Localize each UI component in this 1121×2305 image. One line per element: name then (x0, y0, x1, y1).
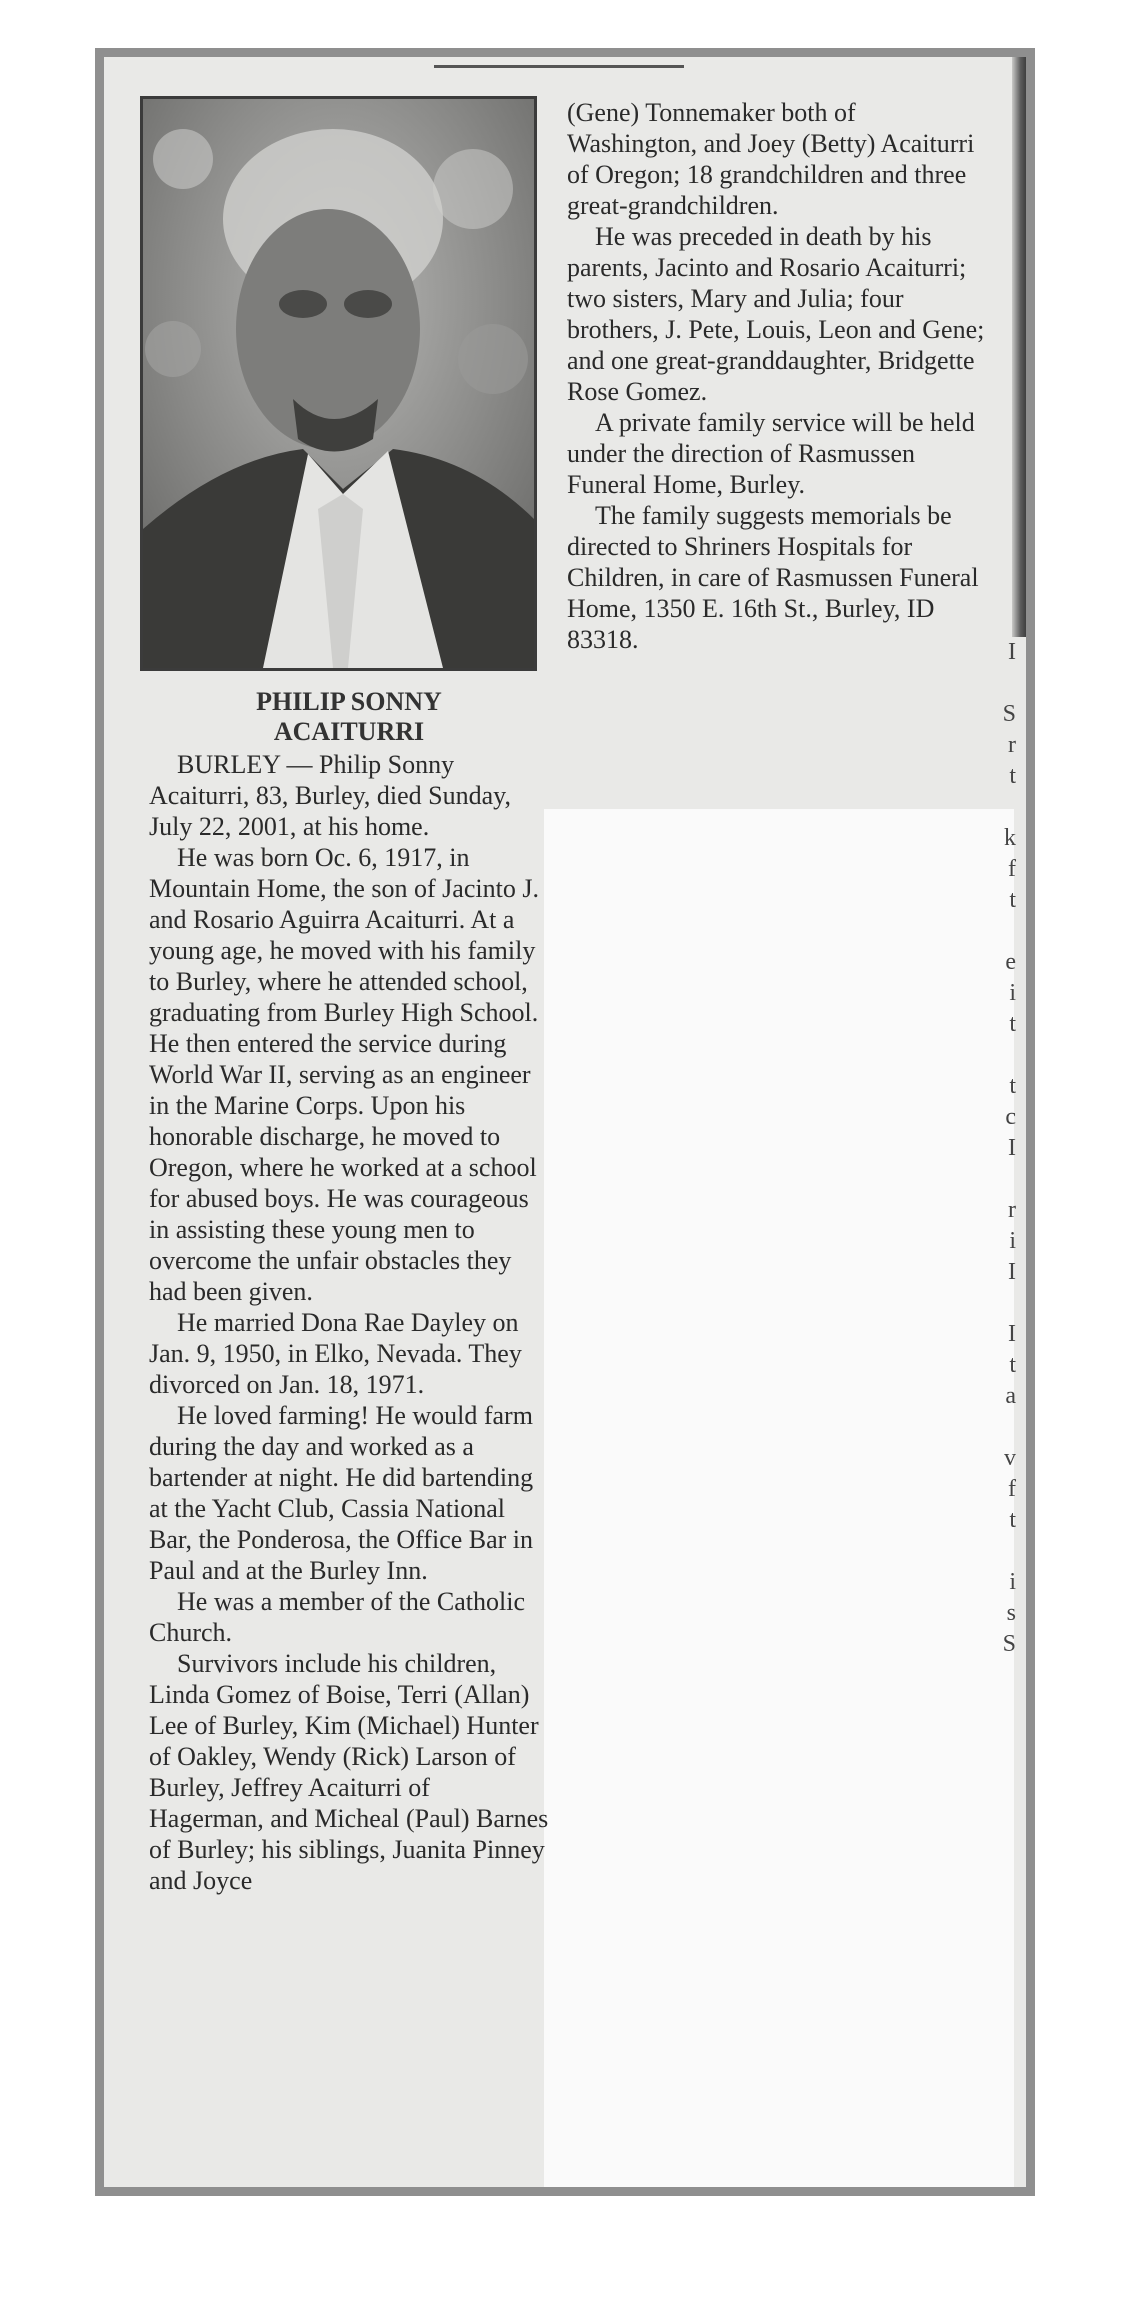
paragraph-church: He was a member of the Catholic Church. (149, 1587, 525, 1647)
paragraph-memorials: The family suggests memorials be directed to Shriners Hospitals for Children, in care of Rasmussen Funeral Home, 1350 E. 16th St., Burley, ID 83318. (567, 501, 979, 654)
paragraph-survivors: Survivors include his children, Linda Gomez of Boise, Terri (Allan) Lee of Burley, Kim (Michael) Hunter of Oakley, Wendy (Rick) Larson of Burley, Jeffrey Acaiturri of Hagerman, and Micheal (Paul) Barnes of Burley; his siblings, Juanita Pinney and Joyce (149, 1649, 549, 1895)
edge-fragment: t (1009, 1011, 1016, 1037)
edge-fragment: e (1005, 949, 1016, 975)
edge-fragment: S (1002, 701, 1016, 727)
right-column (567, 97, 987, 655)
edge-fragment: i (1009, 980, 1016, 1006)
edge-fragment: t (1009, 763, 1016, 789)
obituary-headline (149, 687, 549, 747)
edge-fragment: s (1006, 1600, 1016, 1626)
headline-line-1: PHILIP SONNY (256, 687, 442, 716)
paragraph-death-notice: BURLEY — Philip Sonny Acaiturri, 83, Burley, died Sunday, July 22, 2001, at his home. (149, 750, 511, 841)
edge-fragment: I (1008, 1321, 1016, 1347)
top-rule (434, 65, 684, 68)
adjacent-column-fragments (992, 637, 1016, 2137)
edge-fragment: t (1009, 887, 1016, 913)
headline-line-2: ACAITURRI (273, 717, 425, 746)
edge-fragment: a (1005, 1383, 1016, 1409)
edge-fragment: r (1008, 1197, 1016, 1223)
portrait-photo (140, 96, 537, 671)
edge-fragment: v (1004, 1445, 1016, 1471)
edge-fragment: c (1005, 1104, 1016, 1130)
paragraph-farming: He loved farming! He would farm during the day and worked as a bartender at night. He did bartending at the Yacht Club, Cassia National Bar, the Ponderosa, the Office Bar in Paul and at the Burley Inn. (149, 1401, 534, 1585)
paragraph-marriage: He married Dona Rae Dayley on Jan. 9, 1950, in Elko, Nevada. They divorced on Jan. 18, 1971. (149, 1308, 522, 1399)
edge-fragment: r (1008, 732, 1016, 758)
portrait-image (143, 99, 534, 668)
adjacent-column-edge (1012, 57, 1026, 637)
edge-fragment: I (1008, 1135, 1016, 1161)
edge-fragment: i (1009, 1569, 1016, 1595)
edge-fragment: t (1009, 1073, 1016, 1099)
paragraph-survivors-continued: (Gene) Tonnemaker both of Washington, and Joey (Betty) Acaiturri of Oregon; 18 grandchildren and three great-grandchildren. (567, 98, 975, 220)
edge-fragment: i (1009, 1228, 1016, 1254)
edge-fragment: k (1004, 825, 1016, 851)
edge-fragment: t (1009, 1507, 1016, 1533)
blank-area (544, 809, 1014, 2196)
edge-fragment: f (1008, 856, 1016, 882)
left-column (149, 687, 549, 1896)
edge-fragment: t (1009, 1352, 1016, 1378)
newspaper-clipping (95, 48, 1035, 2196)
edge-fragment: I (1008, 639, 1016, 665)
edge-fragment: I (1008, 1259, 1016, 1285)
paragraph-early-life: He was born Oc. 6, 1917, in Mountain Home, the son of Jacinto J. and Rosario Aguirra Acaiturri. At a young age, he moved with his family to Burley, where he attended school, graduating from Burley High School. He then entered the service during World War II, serving as an engineer in the Marine Corps. Upon his honorable discharge, he moved to Oregon, where he worked at a school for abused boys. He was courageous in assisting these young men to overcome the unfair obstacles they had been given. (149, 843, 539, 1306)
paragraph-service: A private family service will be held under the direction of Rasmussen Funeral Home, Burley. (567, 408, 975, 499)
edge-fragment: f (1008, 1476, 1016, 1502)
edge-fragment: S (1002, 1631, 1016, 1657)
paragraph-preceded: He was preceded in death by his parents, Jacinto and Rosario Acaiturri; two sisters, Mary and Julia; four brothers, J. Pete, Louis, Leon and Gene; and one great-granddaughter, Bridgette Rose Gomez. (567, 222, 985, 406)
